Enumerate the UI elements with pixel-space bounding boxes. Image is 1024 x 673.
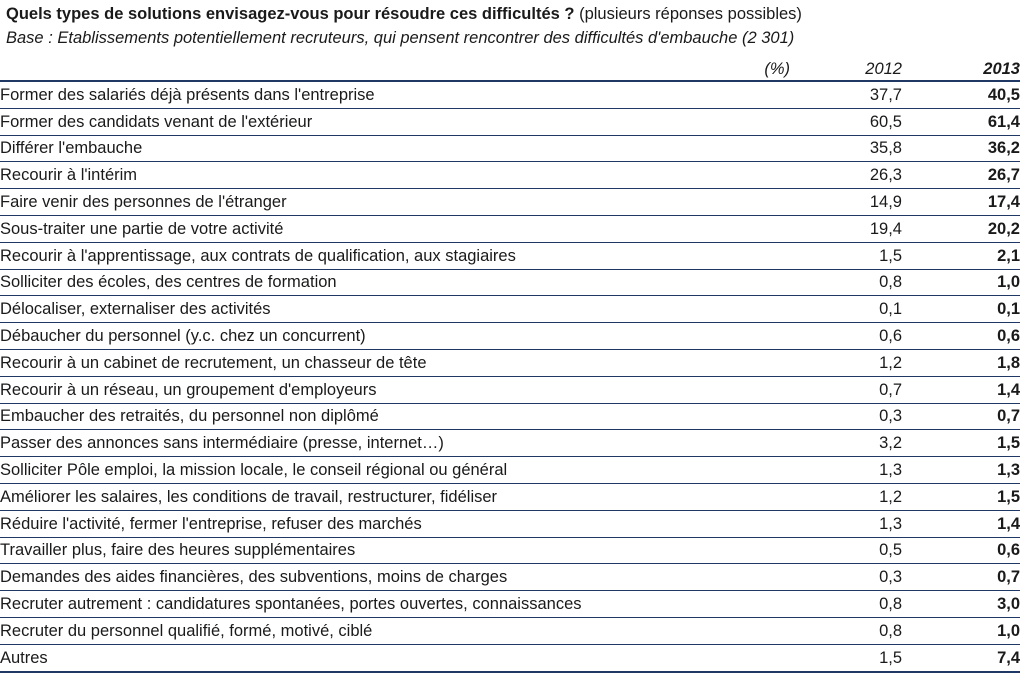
row-value-2012: 0,1 bbox=[790, 296, 902, 323]
table-row bbox=[0, 269, 1020, 296]
row-label: Réduire l'activité, fermer l'entreprise, refuser des marchés bbox=[0, 510, 790, 537]
row-value-2012: 3,2 bbox=[790, 430, 902, 457]
row-value-2013: 1,5 bbox=[902, 430, 1020, 457]
row-label: Recourir à l'apprentissage, aux contrats de qualification, aux stagiaires bbox=[0, 242, 790, 269]
row-value-2013: 3,0 bbox=[902, 591, 1020, 618]
table-subtitle: Base : Etablissements potentiellement recruteurs, qui pensent rencontrer des difficultés d'embauche (2 301) bbox=[6, 29, 795, 47]
row-value-2013: 40,5 bbox=[902, 81, 1020, 108]
header-2013: 2013 bbox=[902, 56, 1020, 81]
row-label: Faire venir des personnes de l'étranger bbox=[0, 189, 790, 216]
header-label-cell bbox=[0, 56, 500, 81]
table-row bbox=[0, 617, 1020, 644]
table-row bbox=[0, 430, 1020, 457]
row-value-2012: 37,7 bbox=[790, 81, 902, 108]
row-label: Recruter du personnel qualifié, formé, motivé, ciblé bbox=[0, 617, 790, 644]
row-label: Former des salariés déjà présents dans l'entreprise bbox=[0, 81, 790, 108]
table-question: Quels types de solutions envisagez-vous pour résoudre ces difficultés ? bbox=[6, 5, 575, 23]
table-row bbox=[0, 644, 1020, 671]
row-label: Demandes des aides financières, des subventions, moins de charges bbox=[0, 564, 790, 591]
row-value-2012: 1,5 bbox=[790, 644, 902, 671]
row-label: Recourir à l'intérim bbox=[0, 162, 790, 189]
row-value-2012: 0,8 bbox=[790, 591, 902, 618]
row-value-2012: 14,9 bbox=[790, 189, 902, 216]
row-label: Améliorer les salaires, les conditions de travail, restructurer, fidéliser bbox=[0, 483, 790, 510]
row-value-2012: 1,2 bbox=[790, 483, 902, 510]
table-row bbox=[0, 323, 1020, 350]
row-label: Recruter autrement : candidatures spontanées, portes ouvertes, connaissances bbox=[0, 591, 790, 618]
row-label: Former des candidats venant de l'extérieur bbox=[0, 108, 790, 135]
table-row bbox=[0, 483, 1020, 510]
data-table bbox=[0, 56, 1020, 673]
table-row bbox=[0, 537, 1020, 564]
row-value-2013: 7,4 bbox=[902, 644, 1020, 671]
row-value-2013: 0,6 bbox=[902, 323, 1020, 350]
row-label: Sous-traiter une partie de votre activité bbox=[0, 215, 790, 242]
table-row bbox=[0, 108, 1020, 135]
row-value-2013: 20,2 bbox=[902, 215, 1020, 242]
table-row bbox=[0, 403, 1020, 430]
table-row bbox=[0, 242, 1020, 269]
table-title bbox=[6, 4, 802, 24]
row-label: Passer des annonces sans intermédiaire (presse, internet…) bbox=[0, 430, 790, 457]
table-row bbox=[0, 189, 1020, 216]
row-value-2012: 1,5 bbox=[790, 242, 902, 269]
row-label: Solliciter des écoles, des centres de formation bbox=[0, 269, 790, 296]
table-row bbox=[0, 457, 1020, 484]
table-row bbox=[0, 81, 1020, 108]
row-value-2013: 0,1 bbox=[902, 296, 1020, 323]
row-value-2013: 1,4 bbox=[902, 510, 1020, 537]
row-value-2012: 1,3 bbox=[790, 457, 902, 484]
row-label: Travailler plus, faire des heures supplémentaires bbox=[0, 537, 790, 564]
row-value-2012: 0,8 bbox=[790, 269, 902, 296]
table-note: (plusieurs réponses possibles) bbox=[574, 5, 802, 23]
row-value-2012: 0,3 bbox=[790, 564, 902, 591]
table-row bbox=[0, 510, 1020, 537]
row-value-2013: 36,2 bbox=[902, 135, 1020, 162]
row-value-2012: 26,3 bbox=[790, 162, 902, 189]
row-value-2013: 1,0 bbox=[902, 269, 1020, 296]
table-row bbox=[0, 376, 1020, 403]
row-value-2012: 35,8 bbox=[790, 135, 902, 162]
row-value-2012: 0,3 bbox=[790, 403, 902, 430]
row-value-2013: 61,4 bbox=[902, 108, 1020, 135]
row-label: Délocaliser, externaliser des activités bbox=[0, 296, 790, 323]
row-value-2013: 0,7 bbox=[902, 403, 1020, 430]
row-value-2013: 26,7 bbox=[902, 162, 1020, 189]
row-value-2012: 0,8 bbox=[790, 617, 902, 644]
row-label: Débaucher du personnel (y.c. chez un concurrent) bbox=[0, 323, 790, 350]
table-row bbox=[0, 591, 1020, 618]
row-value-2012: 1,3 bbox=[790, 510, 902, 537]
table-header-row bbox=[0, 56, 1020, 81]
table-row bbox=[0, 564, 1020, 591]
row-value-2013: 1,0 bbox=[902, 617, 1020, 644]
table-row bbox=[0, 135, 1020, 162]
header-unit: (%) bbox=[500, 56, 790, 81]
row-label: Embaucher des retraités, du personnel non diplômé bbox=[0, 403, 790, 430]
row-value-2012: 0,6 bbox=[790, 323, 902, 350]
row-value-2013: 1,8 bbox=[902, 349, 1020, 376]
table-row bbox=[0, 162, 1020, 189]
row-value-2013: 0,7 bbox=[902, 564, 1020, 591]
row-value-2012: 19,4 bbox=[790, 215, 902, 242]
row-value-2013: 17,4 bbox=[902, 189, 1020, 216]
row-label: Autres bbox=[0, 644, 790, 671]
row-label: Solliciter Pôle emploi, la mission locale, le conseil régional ou général bbox=[0, 457, 790, 484]
row-label: Recourir à un cabinet de recrutement, un chasseur de tête bbox=[0, 349, 790, 376]
row-value-2013: 0,6 bbox=[902, 537, 1020, 564]
table-row bbox=[0, 349, 1020, 376]
row-value-2012: 60,5 bbox=[790, 108, 902, 135]
row-value-2012: 1,2 bbox=[790, 349, 902, 376]
row-label: Recourir à un réseau, un groupement d'employeurs bbox=[0, 376, 790, 403]
header-2012: 2012 bbox=[790, 56, 902, 81]
table-row bbox=[0, 296, 1020, 323]
row-value-2012: 0,5 bbox=[790, 537, 902, 564]
row-value-2012: 0,7 bbox=[790, 376, 902, 403]
row-value-2013: 1,4 bbox=[902, 376, 1020, 403]
row-value-2013: 1,3 bbox=[902, 457, 1020, 484]
row-value-2013: 1,5 bbox=[902, 483, 1020, 510]
table-row bbox=[0, 215, 1020, 242]
row-value-2013: 2,1 bbox=[902, 242, 1020, 269]
table-body bbox=[0, 81, 1020, 672]
row-label: Différer l'embauche bbox=[0, 135, 790, 162]
